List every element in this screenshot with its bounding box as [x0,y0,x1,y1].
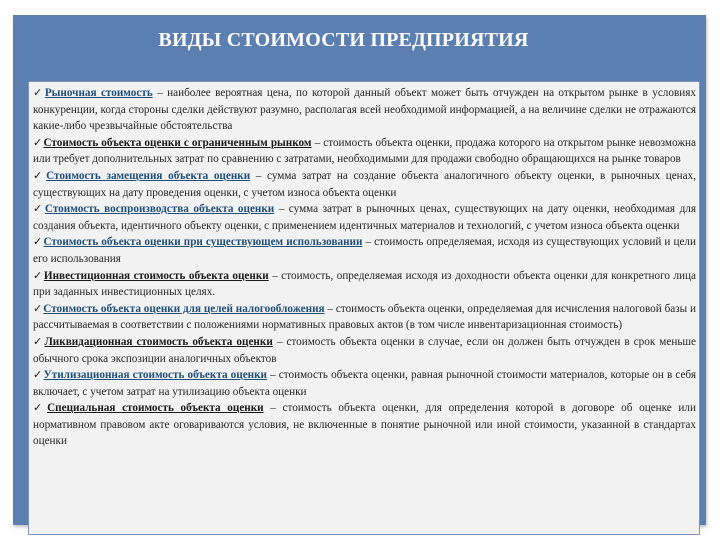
check-icon: ✓ [33,401,47,415]
term: Инвестиционная стоимость объекта оценки [43,269,269,282]
definition: – стоимость объекта оценки, определяемая для исчисления налоговой базы и рассчитываемая в соответствии с положениями нормативных правовых актов (в том числе инвентаризационная стоимость) [33,302,697,332]
slide-title-text: ВИДЫ СТОИМОСТИ ПРЕДПРИЯТИЯ [158,28,529,51]
term: Специальная стоимость объекта оценки [47,402,264,415]
list-item [33,334,696,367]
definition: – сумма затрат на создание объекта аналогичного объекту оценки, в рыночных ценах, существующих на дату проведения оценки, с учетом износа объекта оценки [33,169,697,199]
list-item [33,400,696,450]
check-icon: ✓ [33,301,43,315]
term: Стоимость замещения объекта оценки [46,169,251,182]
list-item [33,301,696,334]
term: Рыночная стоимость [44,87,153,99]
term: Ликвидационная стоимость объекта оценки [44,335,273,348]
list-item [33,135,696,168]
slide-title [13,15,706,65]
term: Стоимость объекта оценки для целей налогообложения [43,302,325,315]
definition: – стоимость, определяемая исходя из доходности объекта оценки для конкретного лица при заданных инвестиционных целях. [33,269,697,299]
list-item [33,268,696,301]
definition: – стоимость объекта оценки, продажа которого на открытом рынке невозможна или требует дополнительных затрат по сравнению с затратами, необходимыми для продажи свободно обращающихся на рынке товаров [33,136,696,166]
term: Утилизационная стоимость объекта оценки [43,369,267,382]
definition: – наиболее вероятная цена, по которой данный объект может быть отчужден на открытом рынке в условиях конкуренции, когда стороны сделки действуют разумно, располагая всей необходимой информацией, а на величине сделки не отражаются какие-либо чрезвычайные обстоятельства [33,87,696,133]
slide-frame [13,15,706,525]
check-icon: ✓ [33,235,43,249]
definition: – стоимость определяемая, исходя из существующих условий и цели его использования [33,236,696,265]
check-icon: ✓ [33,368,43,382]
list-item [33,234,696,267]
check-icon: ✓ [33,334,44,348]
definition: – стоимость объекта оценки, для определения которой в договоре об оценке или нормативном правовом акте оговариваются условия, не включенные в понятие рыночной или иной стоимости, указанной в стандартах оценки [33,402,696,448]
list-item [33,201,696,234]
term: Стоимость объекта оценки при существующем использовании [43,236,363,249]
check-icon: ✓ [33,268,43,282]
list-item [33,85,696,135]
definition: – сумма затрат в рыночных ценах, существующих на дату оценки, необходимая для создания объекта, идентичного объекту оценки, с применением идентичных материалов и технологий, с учетом износа объекта оценки [33,203,696,232]
check-icon: ✓ [33,135,43,149]
term: Стоимость объекта оценки с ограниченным рынком [43,136,312,149]
definition: – стоимость объекта оценки в случае, если он должен быть отчужден в срок меньше обычного срока экспозиции аналогичных объектов [33,335,697,365]
term: Стоимость воспроизводства объекта оценки [44,203,275,216]
definitions-box [28,81,700,535]
list-item [33,168,696,201]
check-icon: ✓ [33,168,46,182]
list-item [33,367,696,400]
check-icon: ✓ [33,86,44,99]
check-icon: ✓ [33,202,44,216]
definition: – стоимость объекта оценки, равная рыночной стоимости материалов, которые он в себя включает, с учетом затрат на утилизацию объекта оценки [33,369,696,398]
